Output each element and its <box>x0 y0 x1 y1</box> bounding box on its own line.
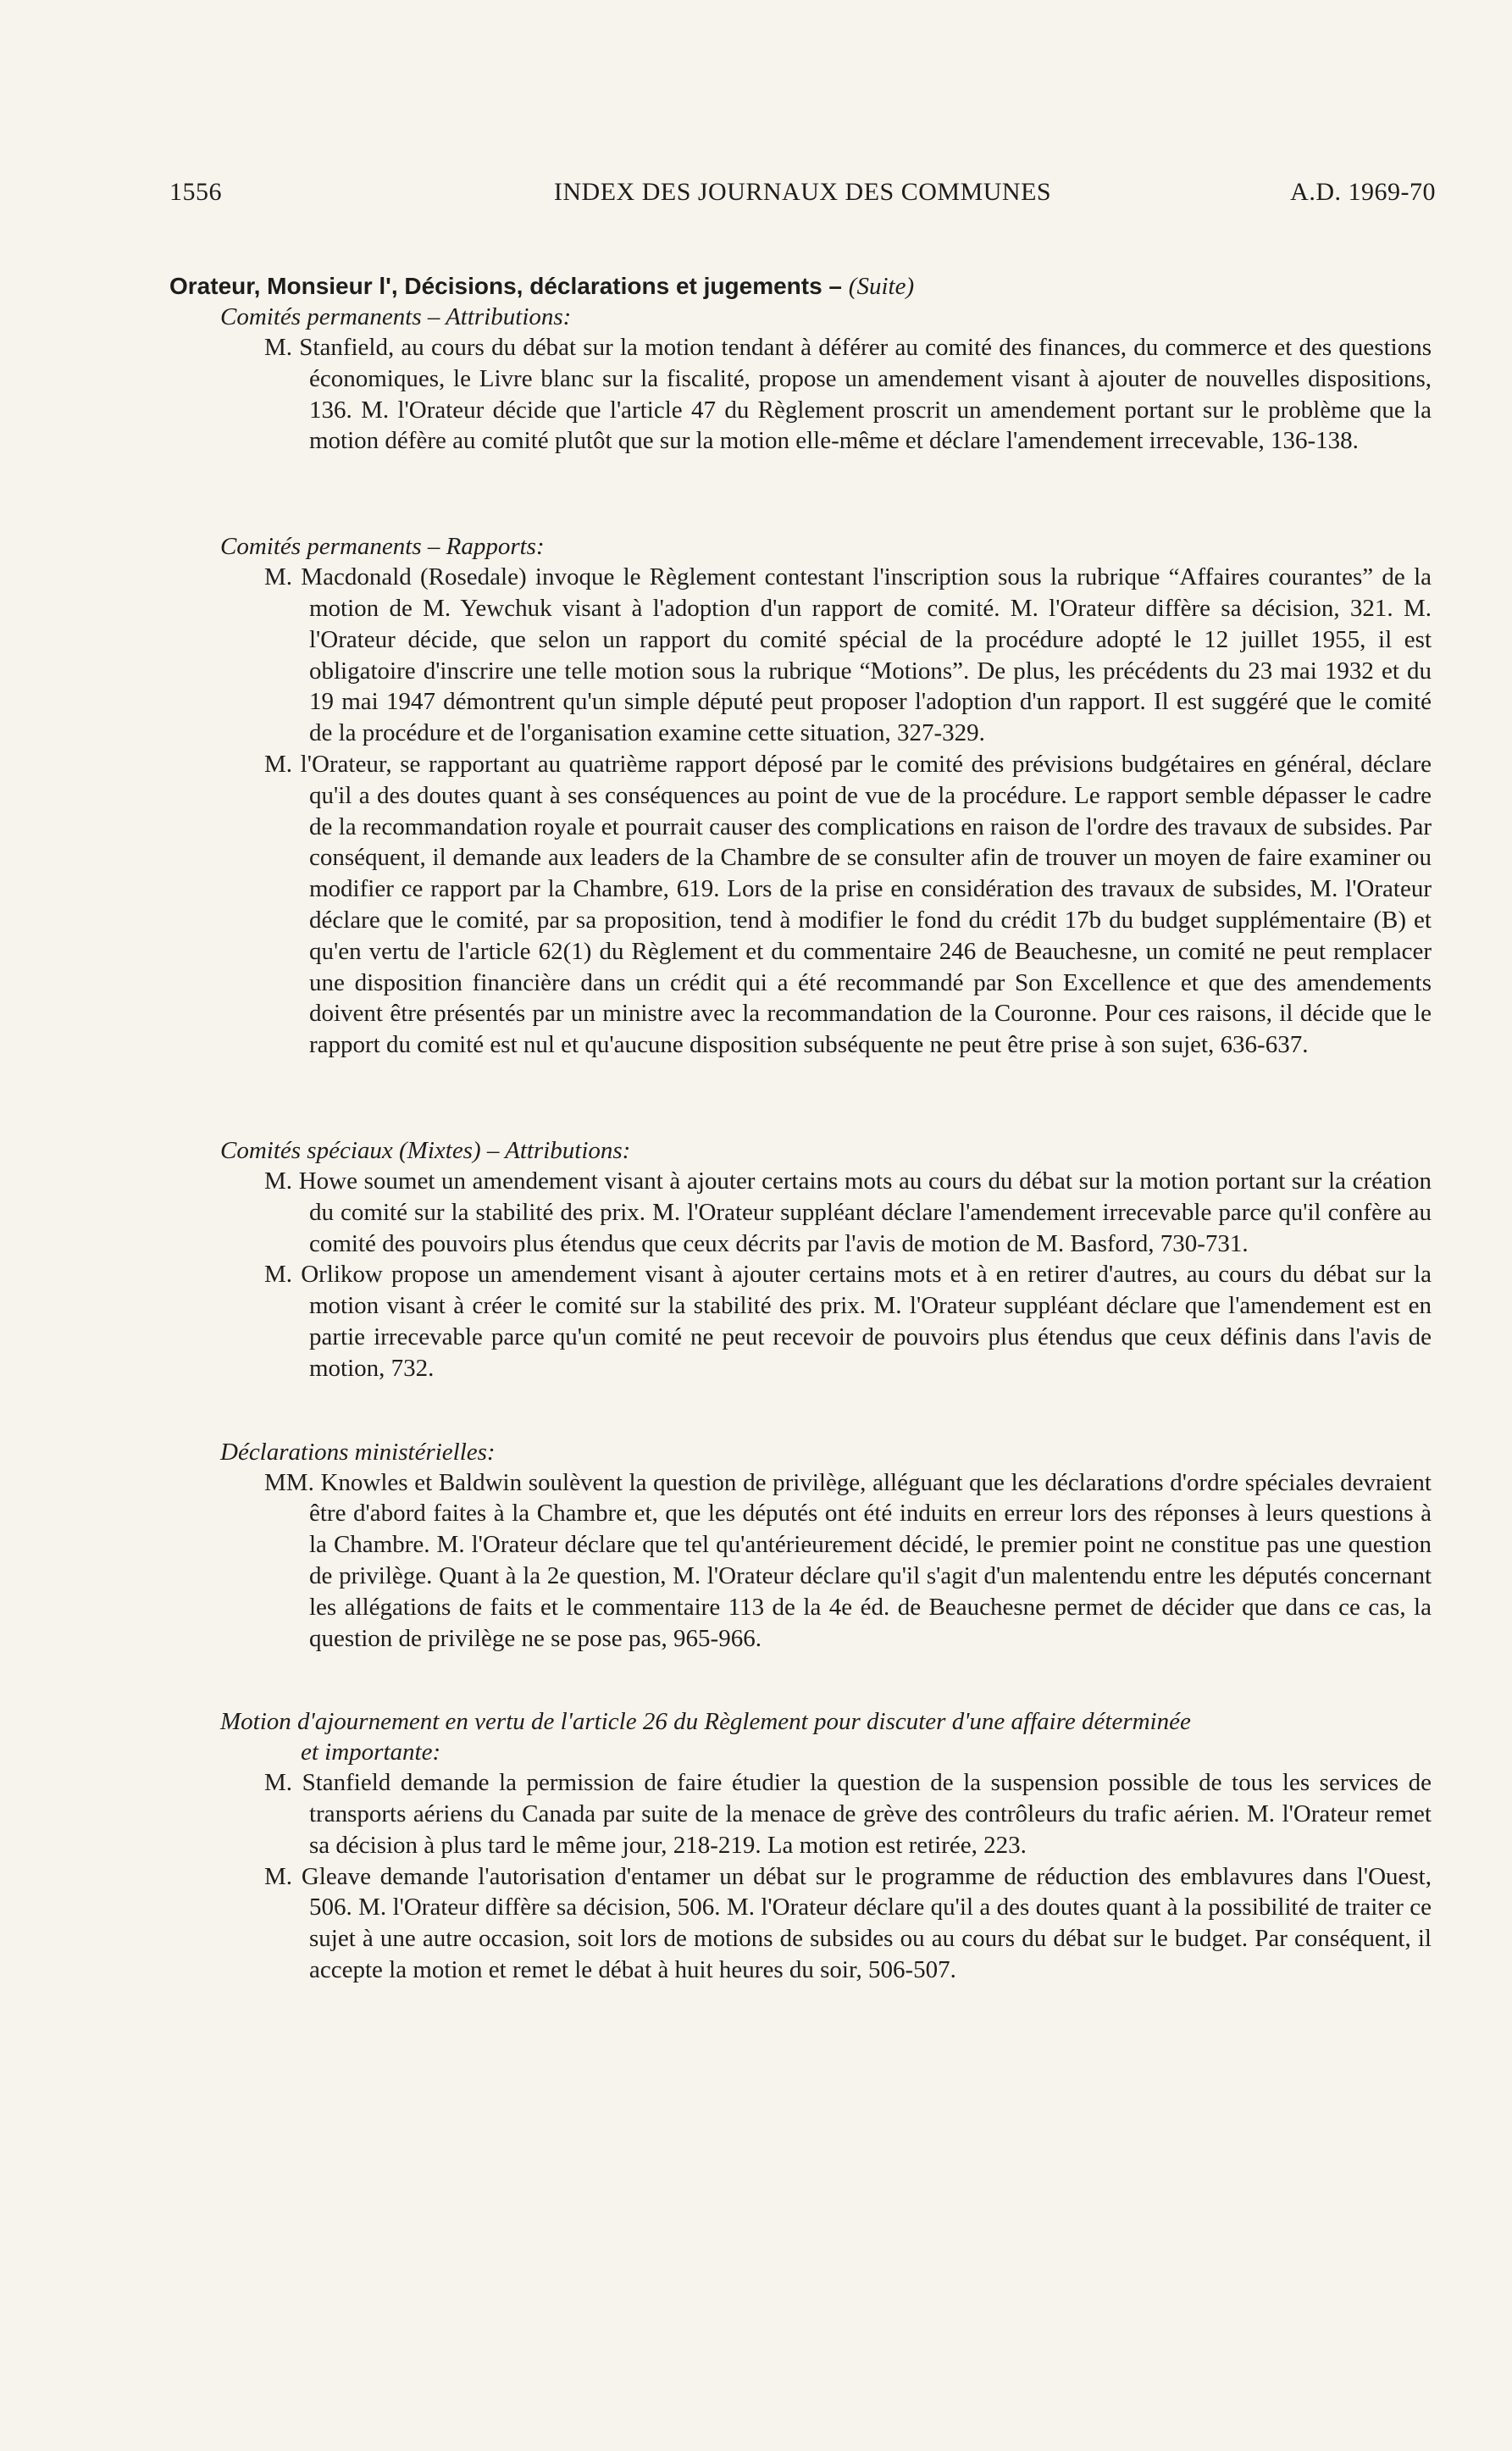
section-title-continuation: et importante: <box>301 1738 441 1766</box>
section-title: Déclarations ministérielles: <box>220 1438 496 1466</box>
index-heading <box>169 271 1432 302</box>
index-entry: M. Howe soumet un amendement visant à ajouter certains mots au cours du débat sur la motion portant sur la création du comité sur la stabilité des prix. M. l'Orateur suppléant déclare l'amendement irrecevable parce qu'il confère au comité des pouvoirs plus étendus que ceux décrits par l'avis de motion de M. Basford, 730-731. <box>264 1167 1432 1257</box>
section-declarations-ministerielles <box>169 1437 1432 1655</box>
section-title <box>169 1706 1432 1767</box>
running-header <box>169 178 1436 212</box>
section-comites-permanents-rapports <box>169 531 1432 1061</box>
section-comites-permanents-attributions <box>169 302 1432 457</box>
index-heading-suite: (Suite) <box>848 273 915 300</box>
section-motion-ajournement <box>169 1706 1432 1986</box>
index-entry: MM. Knowles et Baldwin soulèvent la question de privilège, alléguant que les déclarations d'ordre spéciales devraient être d'abord faites à la Chambre et, que les députés ont été induits en erreur lors des réponses à leurs questions à la Chambre. M. l'Orateur déclare que tel qu'antérieurement décidé, le premier point ne constitue pas une question de privilège. Quant à la 2e question, M. l'Orateur déclare qu'il s'agit d'un malentendu entre les députés concernant les allégations de faits et le commentaire 113 de la 4e éd. de Beauchesne permet de décider que dans ce cas, la question de privilège ne se pose pas, 965-966. <box>264 1468 1432 1652</box>
index-entry: M. Stanfield demande la permission de faire étudier la question de la suspension possible de tous les services de transports aériens du Canada par suite de la menace de grève des contrôleurs du trafic aérien. M. l'Orateur remet sa décision à plus tard le même jour, 218-219. La motion est retirée, 223. <box>264 1769 1432 1859</box>
index-entry: M. Stanfield, au cours du débat sur la motion tendant à déférer au comité des finances, du commerce et des questions économiques, le Livre blanc sur la fiscalité, propose un amendement visant à ajouter de nouvelles dispositions, 136. M. l'Orateur décide que l'article 47 du Règlement proscrit un amendement portant sur le problème que la motion défère au comité plutôt que sur la motion elle-même et déclare l'amendement irrecevable, 136-138. <box>264 334 1432 455</box>
index-entry: M. Gleave demande l'autorisation d'entamer un débat sur le programme de réduction des emblavures dans l'Ouest, 506. M. l'Orateur diffère sa décision, 506. M. l'Orateur déclare qu'il a des doutes quant à la possibilité de traiter ce sujet à une autre occasion, soit lors de motions de subsides ou au cours du débat sur le budget. Par conséquent, il accepte la motion et remet le débat à huit heures du soir, 506-507. <box>264 1862 1432 1984</box>
index-entry: M. l'Orateur, se rapportant au quatrième rapport déposé par le comité des prévisions budgétaires en général, déclare qu'il a des doutes quant à ses conséquences au point de vue de la procédure. Le rapport semble dépasser le cadre de la recommandation royale et pourrait causer des complications en raison de l'ordre des travaux de subsides. Par conséquent, il demande aux leaders de la Chambre de se consulter afin de trouver un moyen de faire examiner ou modifier ce rapport par la Chambre, 619. Lors de la prise en considération des travaux de subsides, M. l'Orateur déclare que le comité, par sa proposition, tend à modifier le fond du crédit 17b du budget supplémentaire (B) et qu'en vertu de l'article 62(1) du Règlement et du commentaire 246 de Beauchesne, un comité ne peut remplacer une disposition financière dans un crédit qui a été recommandé par Son Excellence et que des amendements doivent être présentés par un ministre avec la recommandation de la Couronne. Pour ces raisons, il décide que le rapport du comité est nul et qu'aucune disposition subséquente ne peut être prise à son sujet, 636-637. <box>264 750 1432 1059</box>
section-title: Comités permanents – Attributions: <box>220 303 572 330</box>
section-title-text: Motion d'ajournement en vertu de l'article 26 du Règlement pour discuter d'une affaire déterminée <box>220 1708 1191 1736</box>
index-heading-text: Orateur, Monsieur l', Décisions, déclarations et jugements – <box>169 273 849 299</box>
section-comites-speciaux <box>169 1135 1432 1384</box>
section-title: Comités permanents – Rapports: <box>220 533 545 561</box>
page-number: 1556 <box>169 178 222 206</box>
page-title: INDEX DES JOURNAUX DES COMMUNES <box>553 178 1052 206</box>
index-content <box>169 271 1432 1986</box>
section-title: Comités spéciaux (Mixtes) – Attributions: <box>220 1136 631 1164</box>
index-entry: M. Orlikow propose un amendement visant à ajouter certains mots et à en retirer d'autres, au cours du débat sur la motion visant à créer le comité sur la stabilité des prix. M. l'Orateur suppléant déclare que l'amendement est en partie irrecevable parce qu'un comité ne peut recevoir de pouvoirs plus étendus que ceux définis dans l'avis de motion, 732. <box>264 1261 1432 1382</box>
volume-year: A.D. 1969-70 <box>1290 178 1436 206</box>
index-entry: M. Macdonald (Rosedale) invoque le Règlement contestant l'inscription sous la rubrique “Affaires courantes” de la motion de M. Yewchuk visant à l'adoption d'un rapport de comité. M. l'Orateur diffère sa décision, 321. M. l'Orateur décide, que selon un rapport du comité spécial de la procédure adopté le 12 juillet 1955, il est obligatoire d'inscrire une telle motion sous la rubrique “Motions”. De plus, les précédents du 23 mai 1932 et du 19 mai 1947 démontrent qu'un simple député peut proposer l'adoption d'un rapport. Il est suggéré que le comité de la procédure et de l'organisation examine cette situation, 327-329. <box>264 563 1432 747</box>
